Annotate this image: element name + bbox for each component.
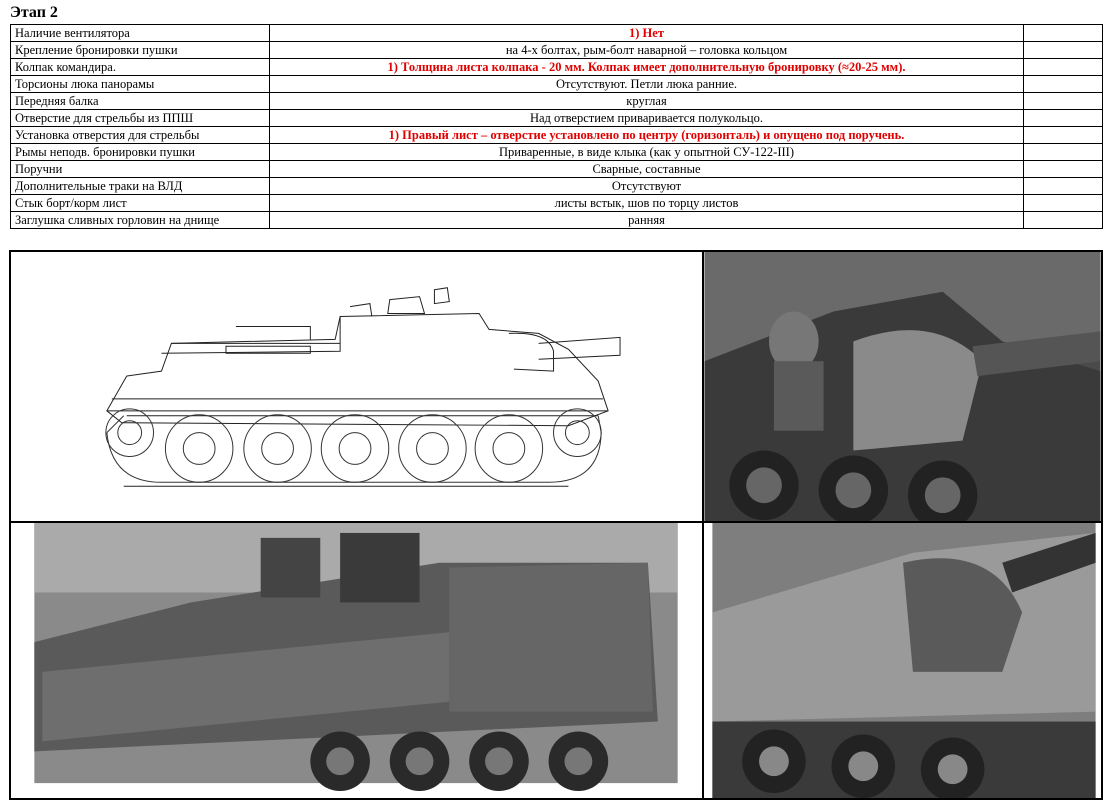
spec-value: 1) Правый лист – отверстие установлено по центру (горизонталь) и опущено под поручень. (270, 127, 1024, 144)
spec-param: Поручни (11, 161, 270, 178)
spec-value: 1) Нет (270, 25, 1024, 42)
spec-row (11, 127, 1103, 144)
spec-param: Колпак командира. (11, 59, 270, 76)
spec-row (11, 93, 1103, 110)
tank-drawing (11, 252, 702, 521)
spec-notes-cell (1024, 195, 1103, 212)
spec-param: Торсионы люка панорамы (11, 76, 270, 93)
spec-row (11, 76, 1103, 93)
spec-notes-cell (1024, 42, 1103, 59)
photo-3 (704, 523, 1101, 798)
spec-value: Над отверстием приваривается полукольцо. (270, 110, 1024, 127)
spec-value: Отсутствуют (270, 178, 1024, 195)
spec-param: Дополнительные траки на ВЛД (11, 178, 270, 195)
photo-grid (9, 250, 1103, 800)
spec-row (11, 25, 1103, 42)
stage-title: Этап 2 (10, 4, 58, 21)
spec-param: Отверстие для стрельбы из ППШ (11, 110, 270, 127)
spec-row (11, 212, 1103, 229)
spec-value: Сварные, составные (270, 161, 1024, 178)
spec-param: Передняя балка (11, 93, 270, 110)
spec-value: ранняя (270, 212, 1024, 229)
spec-notes-cell (1024, 212, 1103, 229)
photo-1 (704, 252, 1101, 521)
spec-value: на 4-х болтах, рым-болт наварной – головка кольцом (270, 42, 1024, 59)
photo-front-left (703, 522, 1102, 799)
spec-row (11, 59, 1103, 76)
spec-param: Рымы неподв. бронировки пушки (11, 144, 270, 161)
spec-value: Отсутствуют. Петли люка ранние. (270, 76, 1024, 93)
spec-notes-cell (1024, 144, 1103, 161)
spec-row (11, 178, 1103, 195)
side-view-drawing (10, 251, 703, 522)
photo-hull-rear (10, 522, 703, 799)
spec-param: Наличие вентилятора (11, 25, 270, 42)
spec-notes-cell (1024, 127, 1103, 144)
spec-param: Заглушка сливных горловин на днище (11, 212, 270, 229)
spec-notes-cell (1024, 59, 1103, 76)
spec-row (11, 144, 1103, 161)
spec-param: Стык борт/корм лист (11, 195, 270, 212)
spec-row (11, 161, 1103, 178)
spec-row (11, 42, 1103, 59)
photo-2 (11, 523, 702, 798)
spec-row (11, 195, 1103, 212)
spec-notes-cell (1024, 76, 1103, 93)
spec-value: 1) Толщина листа колпака - 20 мм. Колпак имеет дополнительную бронировку (≈20-25 мм). (270, 59, 1024, 76)
spec-notes-cell (1024, 161, 1103, 178)
spec-notes-cell (1024, 110, 1103, 127)
spec-table (10, 24, 1103, 229)
spec-row (11, 110, 1103, 127)
spec-value: круглая (270, 93, 1024, 110)
spec-notes-cell (1024, 93, 1103, 110)
spec-value: листы встык, шов по торцу листов (270, 195, 1024, 212)
photo-front-right (703, 251, 1102, 522)
spec-notes-cell (1024, 25, 1103, 42)
spec-param: Установка отверстия для стрельбы (11, 127, 270, 144)
spec-notes-cell (1024, 178, 1103, 195)
spec-value: Приваренные, в виде клыка (как у опытной СУ-122-III) (270, 144, 1024, 161)
spec-param: Крепление бронировки пушки (11, 42, 270, 59)
